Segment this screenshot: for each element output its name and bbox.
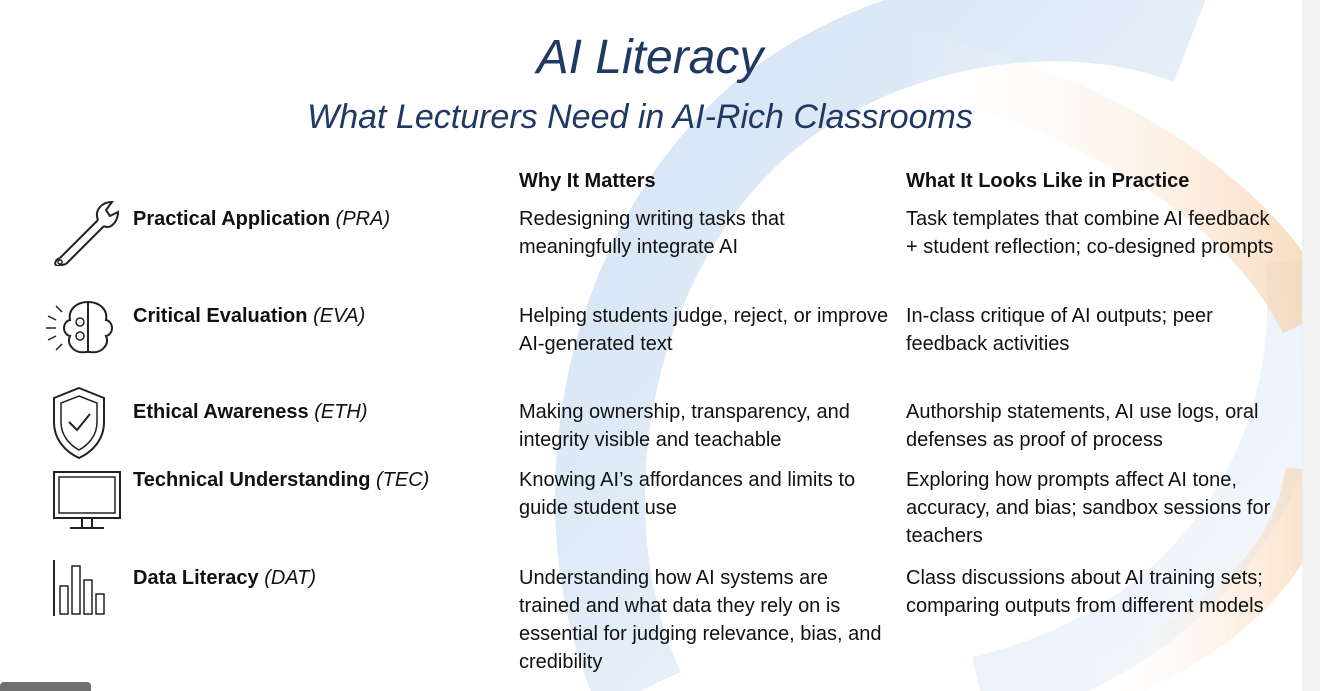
slide-title: AI Literacy bbox=[536, 31, 764, 84]
competency-code: (EVA) bbox=[313, 305, 366, 327]
competency-label bbox=[133, 205, 390, 233]
why-cell: Making ownership, transparency, and integrity visible and teachable bbox=[519, 401, 850, 451]
competency-name: Data Literacy bbox=[133, 567, 259, 589]
competency-code: (DAT) bbox=[264, 567, 317, 589]
vertical-scrollbar[interactable] bbox=[1302, 0, 1320, 691]
competency-label bbox=[133, 398, 368, 426]
practice-cell: Class discussions about AI training sets; comparing outputs from different models bbox=[906, 567, 1264, 617]
column-header-practice: What It Looks Like in Practice bbox=[906, 170, 1190, 192]
competency-label bbox=[133, 302, 365, 330]
why-cell: Helping students judge, reject, or improve AI-generated text bbox=[519, 305, 889, 355]
why-cell: Knowing AI’s affordances and limits to guide student use bbox=[519, 469, 856, 519]
why-cell: Redesigning writing tasks that meaningfully integrate AI bbox=[519, 208, 785, 258]
practice-cell: Task templates that combine AI feedback + student reflection; co-designed prompts bbox=[906, 208, 1274, 258]
competency-code: (PRA) bbox=[335, 208, 391, 230]
competency-name: Ethical Awareness bbox=[133, 401, 309, 423]
monitor-icon bbox=[52, 470, 124, 534]
competency-name: Technical Understanding bbox=[133, 469, 371, 491]
competency-code: (TEC) bbox=[376, 469, 430, 491]
wrench-icon bbox=[50, 200, 124, 266]
competency-code: (ETH) bbox=[314, 401, 368, 423]
competency-name: Practical Application bbox=[133, 208, 331, 230]
why-cell: Understanding how AI systems are trained and what data they rely on is essential for judging relevance, bias, and credibility bbox=[519, 567, 882, 673]
bar-chart-icon bbox=[52, 558, 116, 618]
competency-label bbox=[133, 564, 316, 592]
slide-subtitle: What Lecturers Need in AI-Rich Classrooms bbox=[307, 98, 973, 136]
practice-cell: In-class critique of AI outputs; peer feedback activities bbox=[906, 305, 1213, 355]
practice-cell: Authorship statements, AI use logs, oral defenses as proof of process bbox=[906, 401, 1259, 451]
competency-label bbox=[133, 466, 429, 494]
column-header-why: Why It Matters bbox=[519, 170, 656, 192]
brain-icon bbox=[42, 298, 118, 360]
slide-control-tab[interactable] bbox=[0, 682, 91, 691]
practice-cell: Exploring how prompts affect AI tone, accuracy, and bias; sandbox sessions for teachers bbox=[906, 469, 1271, 547]
competency-name: Critical Evaluation bbox=[133, 305, 308, 327]
shield-check-icon bbox=[52, 386, 106, 460]
